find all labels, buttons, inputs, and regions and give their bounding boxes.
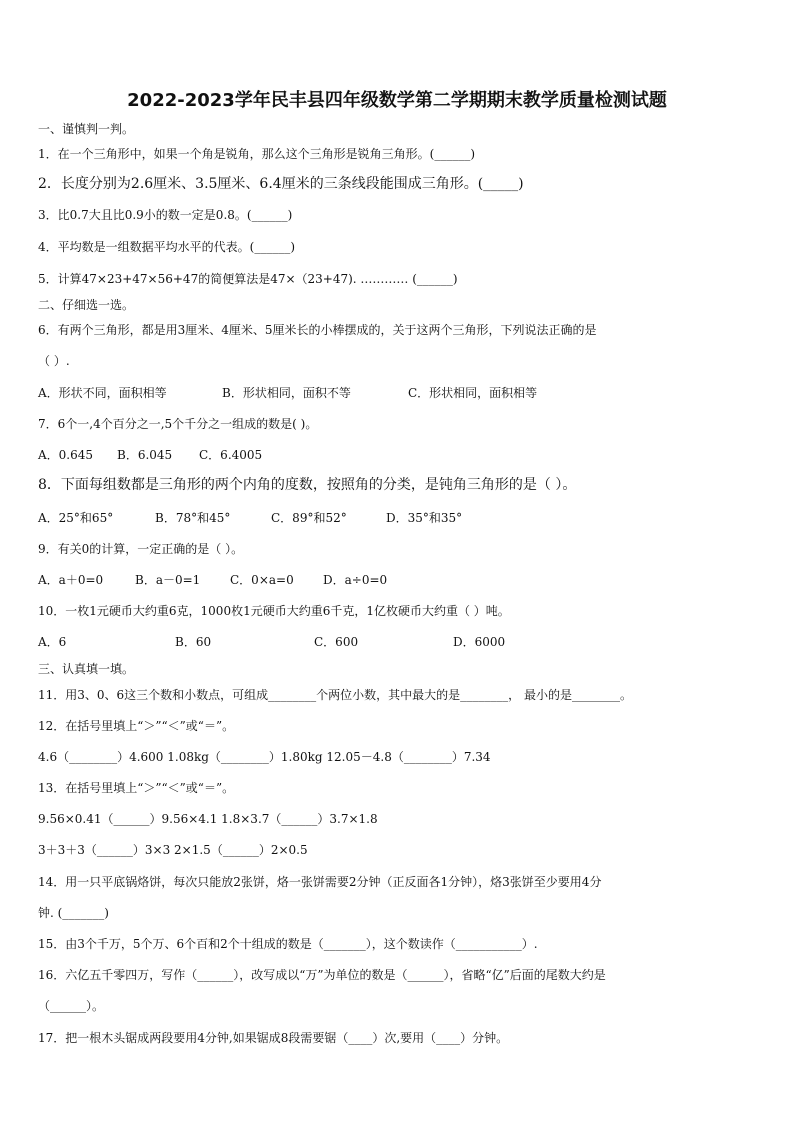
question-9-option-a: A．a＋0=0 xyxy=(38,573,104,587)
question-8-option-c: C．89°和52° xyxy=(271,511,347,525)
question-1: 1．在一个三角形中，如果一个角是锐角，那么这个三角形是锐角三角形。(______) xyxy=(38,147,476,161)
question-6-option-a: A．形状不同，面积相等 xyxy=(38,386,167,400)
question-11: 11．用3、0、6这三个数和小数点，可组成________个两位小数，其中最大的是________， 最小的是________。 xyxy=(38,688,632,702)
question-6-option-b: B．形状相同，面积不等 xyxy=(222,386,351,400)
question-15: 15．由3个千万，5个万、6个百和2个十组成的数是（_______），这个数读作（___________）. xyxy=(38,937,538,951)
question-16-line-2: （______）。 xyxy=(38,999,105,1013)
question-10-option-c: C．600 xyxy=(314,635,359,649)
question-9-option-b: B．a－0=1 xyxy=(135,573,201,587)
question-3: 3．比0.7大且比0.9小的数一定是0.8。(______) xyxy=(38,208,293,222)
question-4: 4．平均数是一组数据平均水平的代表。(______) xyxy=(38,240,295,254)
question-2: 2．长度分别为2.6厘米、3.5厘米、6.4厘米的三条线段能围成三角形。(_____) xyxy=(38,176,524,192)
question-8-option-b: B．78°和45° xyxy=(155,511,231,525)
question-13-items-2: 3＋3＋3（______）3×3 2×1.5（______）2×0.5 xyxy=(38,843,308,857)
question-14-line-1: 14．用一只平底锅烙饼，每次只能放2张饼，烙一张饼需要2分钟（正反面各1分钟），烙3张饼至少要用4分 xyxy=(38,875,602,889)
question-13-items-1: 9.56×0.41（______）9.56×4.1 1.8×3.7（______）3.7×1.8 xyxy=(38,812,378,826)
section-judge-heading: 一、谨慎判一判。 xyxy=(38,122,135,136)
section-choice-heading: 二、仔细选一选。 xyxy=(38,298,135,312)
question-13: 13．在括号里填上“＞”“＜”或“＝”。 xyxy=(38,781,235,795)
question-9-option-c: C．0×a=0 xyxy=(230,573,294,587)
question-12-items: 4.6（________）4.600 1.08kg（________）1.80kg 12.05－4.8（________）7.34 xyxy=(38,750,491,764)
question-7-option-a: A．0.645 xyxy=(38,448,94,462)
question-9: 9．有关0的计算，一定正确的是（ ）。 xyxy=(38,542,244,556)
page-title: 2022-2023学年民丰县四年级数学第二学期期末教学质量检测试题 xyxy=(127,90,667,111)
question-5: 5．计算47×23+47×56+47的简便算法是47×（23+47). ………… (______) xyxy=(38,272,458,286)
question-8-option-d: D．35°和35° xyxy=(386,511,463,525)
question-10: 10．一枚1元硬币大约重6克，1000枚1元硬币大约重6千克，1亿枚硬币大约重（ ）吨。 xyxy=(38,604,510,618)
question-17: 17．把一根木头锯成两段要用4分钟,如果锯成8段需要锯（____）次,要用（____）分钟。 xyxy=(38,1031,509,1045)
question-8-option-a: A．25°和65° xyxy=(38,511,114,525)
question-10-option-d: D．6000 xyxy=(453,635,506,649)
question-7: 7．6个一,4个百分之一,5个千分之一组成的数是( )。 xyxy=(38,417,318,431)
question-10-option-b: B．60 xyxy=(175,635,212,649)
question-6-line-2: （ ）. xyxy=(38,354,70,368)
question-7-option-c: C．6.4005 xyxy=(199,448,263,462)
question-14-line-2: 钟. (_______) xyxy=(38,906,109,920)
question-10-option-a: A．6 xyxy=(38,635,67,649)
question-6-option-c: C．形状相同，面积相等 xyxy=(408,386,538,400)
question-9-option-d: D．a÷0=0 xyxy=(323,573,388,587)
section-fill-heading: 三、认真填一填。 xyxy=(38,662,135,676)
question-7-option-b: B．6.045 xyxy=(117,448,173,462)
question-8: 8．下面每组数都是三角形的两个内角的度数，按照角的分类，是钝角三角形的是（ ）。 xyxy=(38,477,577,493)
question-16-line-1: 16．六亿五千零四万，写作（______），改写成以“万”为单位的数是（______），省略“亿”后面的尾数大约是 xyxy=(38,968,606,982)
question-12: 12．在括号里填上“＞”“＜”或“＝”。 xyxy=(38,719,235,733)
question-6-line-1: 6．有两个三角形，都是用3厘米、4厘米、5厘米长的小棒摆成的，关于这两个三角形，下列说法正确的是 xyxy=(38,323,597,337)
